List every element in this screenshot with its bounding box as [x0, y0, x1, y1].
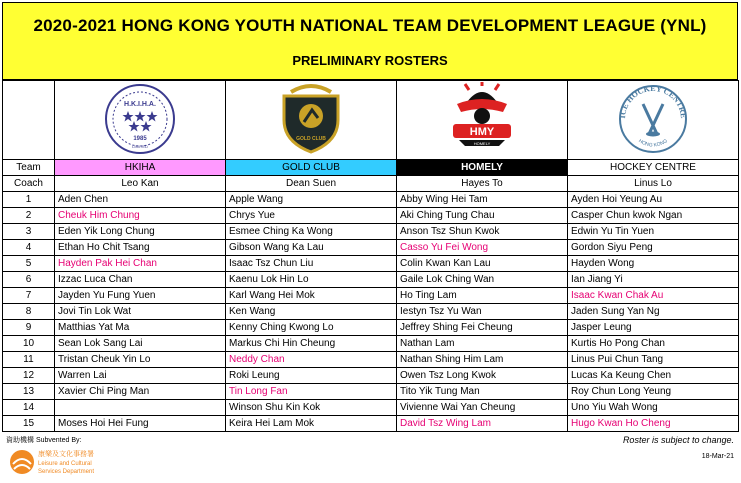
homely-logo — [437, 82, 527, 156]
row-number: 5 — [3, 256, 55, 272]
logo-row — [3, 81, 739, 160]
row-number: 7 — [3, 288, 55, 304]
table-row — [3, 224, 739, 240]
row-number: 12 — [3, 368, 55, 384]
player-name: Neddy Chan — [226, 352, 397, 368]
roster-sheet — [2, 2, 738, 432]
table-row — [3, 416, 739, 432]
player-name: Keira Hei Lam Mok — [226, 416, 397, 432]
row-number: 8 — [3, 304, 55, 320]
coach-name: Leo Kan — [55, 176, 226, 192]
title-block — [2, 2, 738, 80]
table-row — [3, 288, 739, 304]
roster-body — [3, 192, 739, 432]
logo-cell-hkiha — [55, 81, 226, 160]
player-name: Hayden Pak Hei Chan — [55, 256, 226, 272]
player-name: Cheuk Him Chung — [55, 208, 226, 224]
row-number: 10 — [3, 336, 55, 352]
player-name: Uno Yiu Wah Wong — [568, 400, 739, 416]
lcsd-name-en-2: Services Department — [38, 469, 95, 475]
table-row — [3, 240, 739, 256]
footer — [2, 434, 738, 482]
player-name: Isaac Tsz Chun Liu — [226, 256, 397, 272]
player-name: Jayden Yu Fung Yuen — [55, 288, 226, 304]
coach-name: Hayes To — [397, 176, 568, 192]
player-name: Linus Pui Chun Tang — [568, 352, 739, 368]
player-name: Jeffrey Shing Fei Cheung — [397, 320, 568, 336]
row-number: 1 — [3, 192, 55, 208]
hkiha-logo-year: 1985 — [133, 135, 147, 142]
row-number: 4 — [3, 240, 55, 256]
player-name: Hayden Wong — [568, 256, 739, 272]
roster-table — [2, 80, 739, 432]
player-name: Moses Hoi Hei Fung — [55, 416, 226, 432]
hc-logo-text-top: ICE HOCKEY CENTRE — [617, 83, 689, 119]
player-name: Nathan Lam — [397, 336, 568, 352]
player-name: Owen Tsz Long Kwok — [397, 368, 568, 384]
player-name: David Tsz Wing Lam — [397, 416, 568, 432]
table-row — [3, 384, 739, 400]
logo-cell-homely — [397, 81, 568, 160]
player-name: Jaden Sung Yan Ng — [568, 304, 739, 320]
player-name: Jasper Leung — [568, 320, 739, 336]
player-name: Matthias Yat Ma — [55, 320, 226, 336]
table-row — [3, 336, 739, 352]
player-name: Kenny Ching Kwong Lo — [226, 320, 397, 336]
table-row — [3, 272, 739, 288]
player-name: Roki Leung — [226, 368, 397, 384]
table-row — [3, 256, 739, 272]
player-name: Edwin Yu Tin Yuen — [568, 224, 739, 240]
player-name: Aki Ching Tung Chau — [397, 208, 568, 224]
player-name — [55, 400, 226, 416]
gold-club-logo — [276, 82, 346, 156]
player-name: Vivienne Wai Yan Cheung — [397, 400, 568, 416]
player-name: Gibson Wang Ka Lau — [226, 240, 397, 256]
row-number: 2 — [3, 208, 55, 224]
coach-row — [3, 176, 739, 192]
player-name: Colin Kwan Kan Lau — [397, 256, 568, 272]
row-number: 3 — [3, 224, 55, 240]
player-name: Aden Chen — [55, 192, 226, 208]
team-name-hockey-centre: HOCKEY CENTRE — [568, 160, 739, 176]
homely-logo-sub: HOMELY — [473, 140, 491, 146]
team-name-gold-club: GOLD CLUB — [226, 160, 397, 176]
table-row — [3, 304, 739, 320]
player-name: Gordon Siyu Peng — [568, 240, 739, 256]
coach-label: Coach — [3, 176, 55, 192]
table-row — [3, 368, 739, 384]
player-name: Eden Yik Long Chung — [55, 224, 226, 240]
player-name: Apple Wang — [226, 192, 397, 208]
player-name: Kaenu Lok Hin Lo — [226, 272, 397, 288]
player-name: Xavier Chi Ping Man — [55, 384, 226, 400]
player-name: Tin Long Fan — [226, 384, 397, 400]
player-name: Gaile Lok Ching Wan — [397, 272, 568, 288]
lcsd-name-cn: 康樂及文化事務署 — [38, 450, 94, 458]
player-name: Casper Chun kwok Ngan — [568, 208, 739, 224]
homely-logo-text: HMY — [469, 125, 495, 138]
hkiha-logo — [103, 82, 177, 156]
page-title: 2020-2021 HONG KONG YOUTH NATIONAL TEAM DEVELOPMENT LEAGUE (YNL) — [33, 16, 707, 35]
player-name: Iestyn Tsz Yu Wan — [397, 304, 568, 320]
player-name: Jovi Tin Lok Wat — [55, 304, 226, 320]
table-row — [3, 352, 739, 368]
player-name: Markus Chi Hin Cheung — [226, 336, 397, 352]
player-name: Ayden Hoi Yeung Au — [568, 192, 739, 208]
row-number: 6 — [3, 272, 55, 288]
player-name: Tristan Cheuk Yin Lo — [55, 352, 226, 368]
coach-name: Dean Suen — [226, 176, 397, 192]
page-subtitle: PRELIMINARY ROSTERS — [292, 53, 448, 68]
player-name: Ian Jiang Yi — [568, 272, 739, 288]
row-number: 11 — [3, 352, 55, 368]
coach-name: Linus Lo — [568, 176, 739, 192]
player-name: Chrys Yue — [226, 208, 397, 224]
player-name: Anson Tsz Shun Kwok — [397, 224, 568, 240]
table-row — [3, 192, 739, 208]
team-name-homely: HOMELY — [397, 160, 568, 176]
hc-logo-text-bottom: HONG KONG — [637, 137, 669, 148]
player-name: Abby Wing Hei Tam — [397, 192, 568, 208]
player-name: Casso Yu Fei Wong — [397, 240, 568, 256]
team-name-hkiha: HKIHA — [55, 160, 226, 176]
hockey-centre-logo — [605, 82, 701, 156]
gold-club-logo-text: GOLD CLUB — [296, 135, 326, 142]
player-name: Esmee Ching Ka Wong — [226, 224, 397, 240]
player-name: Ken Wang — [226, 304, 397, 320]
hkiha-logo-sub: LIMITED — [132, 143, 148, 149]
player-name: Nathan Shing Him Lam — [397, 352, 568, 368]
lcsd-logo — [8, 444, 118, 480]
row-number: 14 — [3, 400, 55, 416]
player-name: Winson Shu Kin Kok — [226, 400, 397, 416]
player-name: Warren Lai — [55, 368, 226, 384]
team-label: Team — [3, 160, 55, 176]
logo-cell-gold — [226, 81, 397, 160]
logo-cell-hc — [568, 81, 739, 160]
player-name: Karl Wang Hei Mok — [226, 288, 397, 304]
player-name: Ho Ting Lam — [397, 288, 568, 304]
player-name: Izzac Luca Chan — [55, 272, 226, 288]
roster-note: Roster is subject to change. — [622, 435, 734, 445]
player-name: Roy Chun Long Yeung — [568, 384, 739, 400]
logo-blank-cell — [3, 81, 55, 160]
player-name: Kurtis Ho Pong Chan — [568, 336, 739, 352]
row-number: 15 — [3, 416, 55, 432]
player-name: Hugo Kwan Ho Cheng — [568, 416, 739, 432]
row-number: 13 — [3, 384, 55, 400]
table-row — [3, 320, 739, 336]
sponsor-label: 資助機構 Subvented By: — [6, 437, 82, 444]
hkiha-logo-text: H.K.I.H.A. — [124, 100, 156, 108]
player-name: Lucas Ka Keung Chen — [568, 368, 739, 384]
team-row — [3, 160, 739, 176]
lcsd-name-en-1: Leisure and Cultural — [38, 461, 92, 467]
player-name: Tito Yik Tung Man — [397, 384, 568, 400]
table-row — [3, 208, 739, 224]
player-name: Isaac Kwan Chak Au — [568, 288, 739, 304]
player-name: Ethan Ho Chit Tsang — [55, 240, 226, 256]
player-name: Sean Lok Sang Lai — [55, 336, 226, 352]
row-number: 9 — [3, 320, 55, 336]
table-row — [3, 400, 739, 416]
roster-date: 18-Mar-21 — [701, 453, 734, 460]
